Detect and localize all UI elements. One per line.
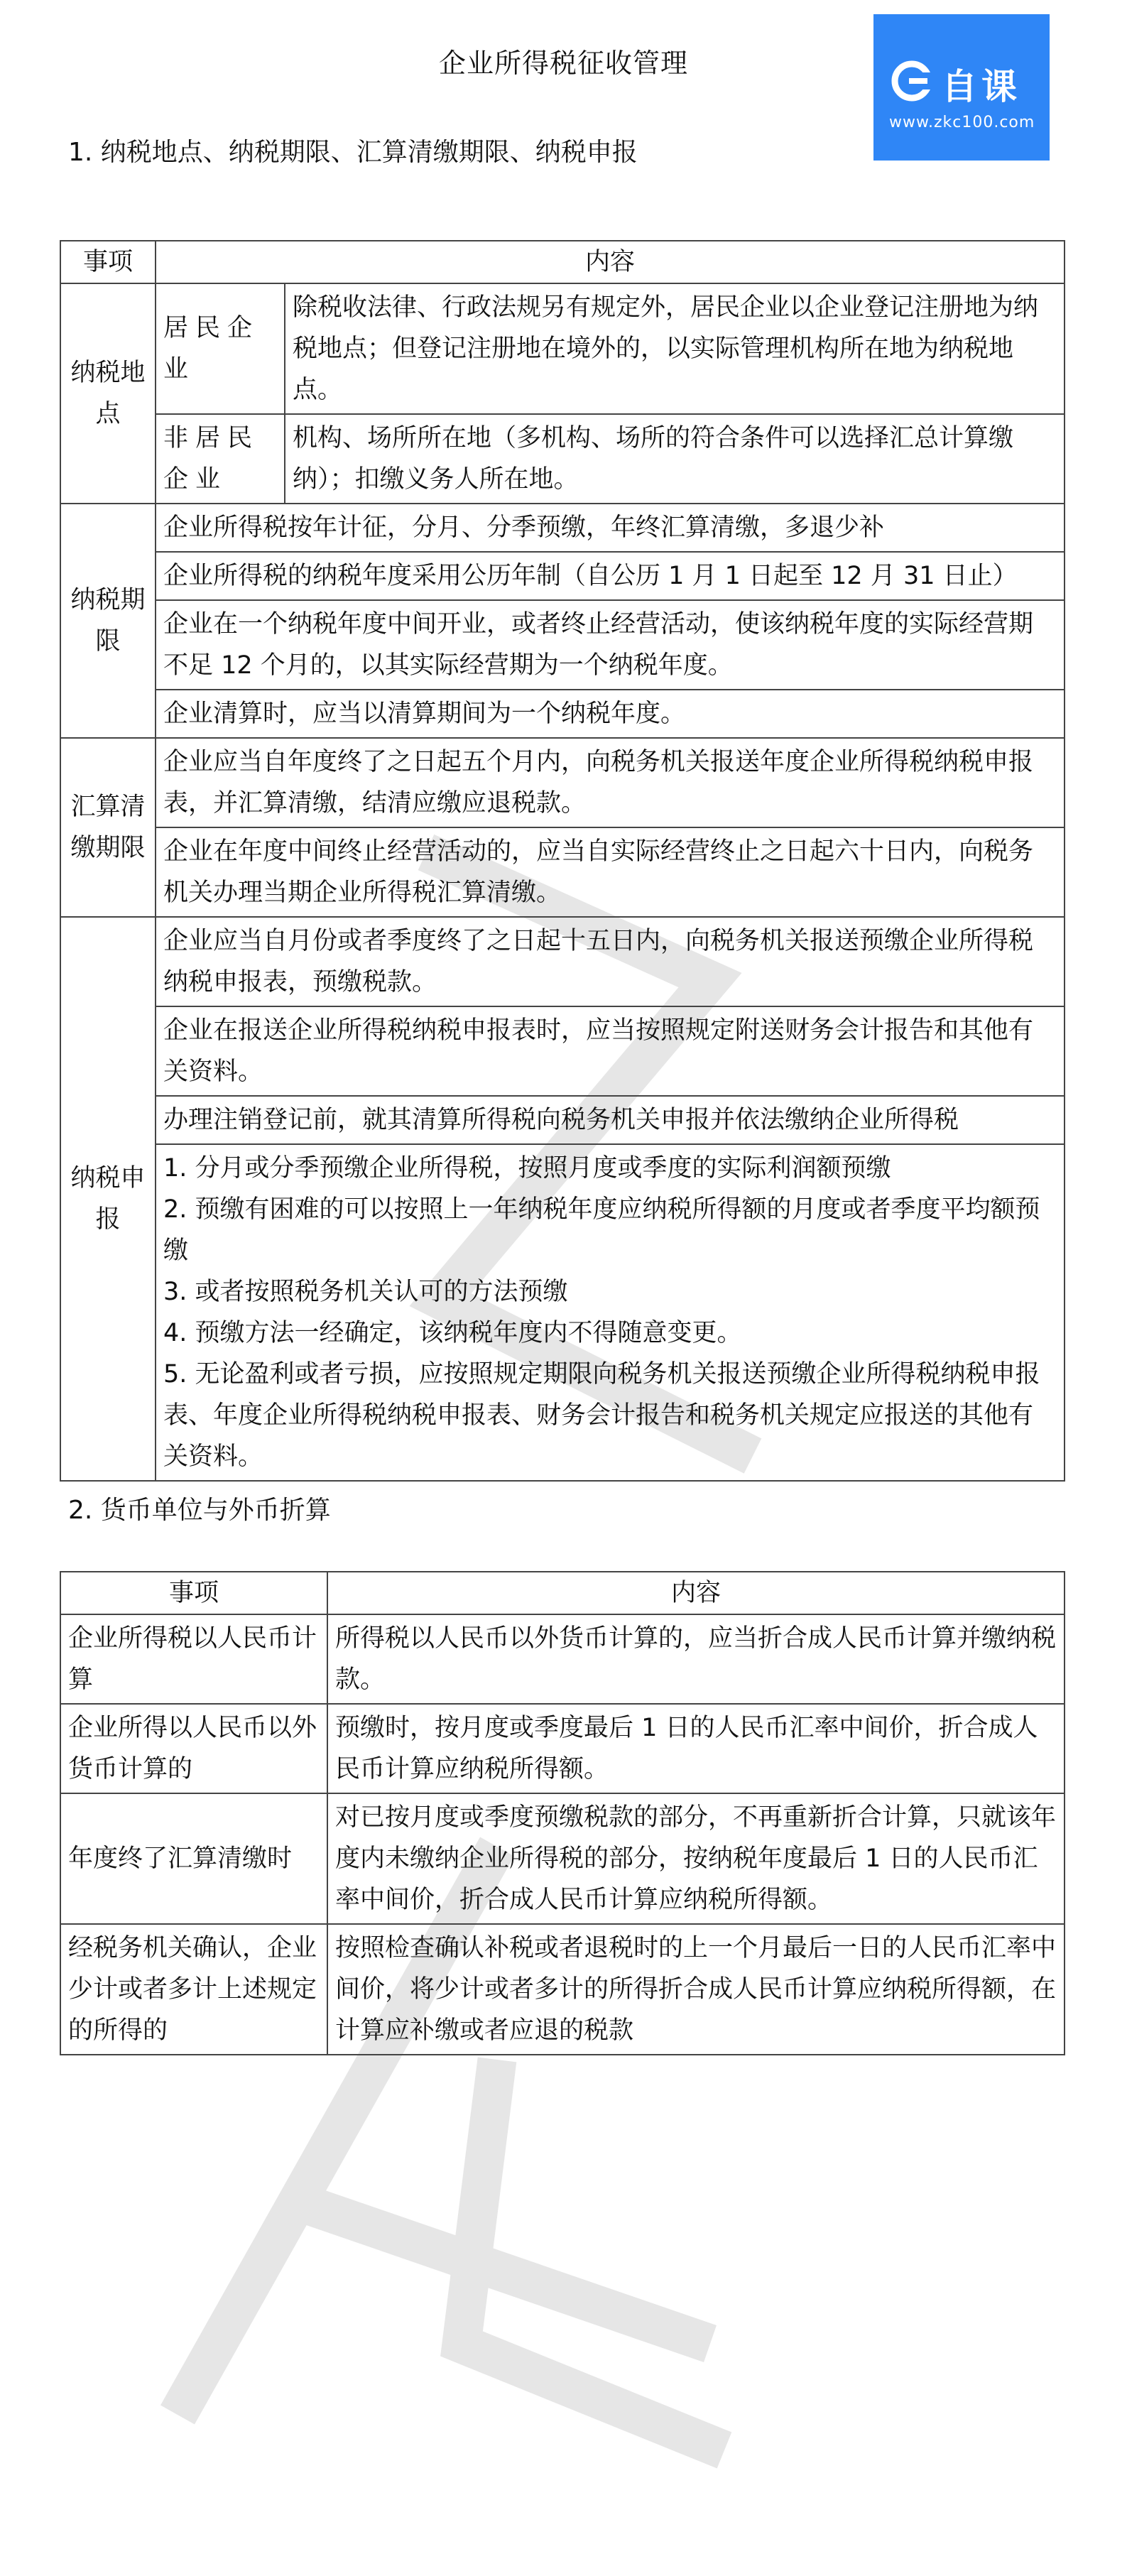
row-label-period: 纳税期限 — [60, 504, 156, 738]
filing-list-item: 4. 预缴方法一经确定，该纳税年度内不得随意变更。 — [163, 1319, 742, 1347]
filing-item: 办理注销登记前，就其清算所得税向税务机关申报并依法缴纳企业所得税 — [156, 1096, 1065, 1144]
table-header-content: 内容 — [156, 241, 1065, 283]
table-row — [60, 1006, 1065, 1096]
table-row — [60, 1614, 1065, 1704]
filing-list-item: 3. 或者按照税务机关认可的方法预缴 — [163, 1278, 568, 1306]
table-row — [60, 1924, 1065, 2055]
currency-table — [60, 1571, 1065, 2055]
table-row — [60, 917, 1065, 1006]
document-title: 企业所得税征收管理 — [438, 48, 688, 79]
currency-content: 按照检查确认补税或者退税时的上一个月最后一日的人民币汇率中间价，将少计或者多计的所得折合成人民币计算应纳税所得额，在计算应补缴或者应退的税款 — [327, 1924, 1065, 2055]
table-row — [60, 414, 1065, 504]
logo-url: www.zkc100.com — [889, 114, 1035, 131]
currency-item: 企业所得税以人民币计算 — [60, 1614, 327, 1704]
currency-content: 对已按月度或季度预缴税款的部分，不再重新折合计算，只就该年度内未缴纳企业所得税的部分，按纳税年度最后 1 日的人民币汇率中间价，折合成人民币计算应纳税所得额。 — [327, 1793, 1065, 1924]
row-label-place: 纳税地点 — [60, 283, 156, 504]
table-header-item: 事项 — [60, 1572, 327, 1614]
table-row — [60, 504, 1065, 552]
currency-content: 预缴时，按月度或季度最后 1 日的人民币汇率中间价，折合成人民币计算应纳税所得额。 — [327, 1704, 1065, 1793]
filing-list-item: 1. 分月或分季预缴企业所得税，按照月度或季度的实际利润额预缴 — [163, 1154, 891, 1183]
table-row — [60, 1144, 1065, 1481]
filing-item: 企业在报送企业所得税纳税申报表时，应当按照规定附送财务会计报告和其他有关资料。 — [156, 1006, 1065, 1096]
filing-list-cell — [156, 1144, 1065, 1481]
logo-icon — [891, 60, 933, 102]
table-row — [60, 690, 1065, 738]
filing-item: 企业应当自月份或者季度终了之日起十五日内，向税务机关报送预缴企业所得税纳税申报表，预缴税款。 — [156, 917, 1065, 1006]
settlement-item: 企业在年度中间终止经营活动的，应当自实际经营终止之日起六十日内，向税务机关办理当期企业所得税汇算清缴。 — [156, 827, 1065, 917]
nonresident-label: 非居民企业 — [156, 414, 285, 504]
row-label-settlement: 汇算清缴期限 — [60, 738, 156, 917]
resident-text: 除税收法律、行政法规另有规定外，居民企业以企业登记注册地为纳税地点；但登记注册地在境外的，以实际管理机构所在地为纳税地点。 — [285, 283, 1065, 414]
currency-item: 企业所得以人民币以外货币计算的 — [60, 1704, 327, 1793]
section-1-title: 1. 纳税地点、纳税期限、汇算清缴期限、纳税申报 — [68, 138, 638, 167]
table-row — [60, 827, 1065, 917]
tax-admin-table — [60, 240, 1065, 1482]
filing-list-item: 2. 预缴有困难的可以按照上一年纳税年度应纳税所得额的月度或者季度平均额预缴 — [163, 1195, 1040, 1265]
resident-label: 居民企业 — [156, 283, 285, 414]
period-item: 企业所得税的纳税年度采用公历年制（自公历 1 月 1 日起至 12 月 31 日止） — [156, 552, 1065, 600]
row-label-filing: 纳税申报 — [60, 917, 156, 1481]
table-row — [60, 1793, 1065, 1924]
filing-list-item: 5. 无论盈利或者亏损，应按照规定期限向税务机关报送预缴企业所得税纳税申报表、年度企业所得税纳税申报表、财务会计报告和税务机关规定应报送的其他有关资料。 — [163, 1360, 1040, 1471]
settlement-item: 企业应当自年度终了之日起五个月内，向税务机关报送年度企业所得税纳税申报表，并汇算清缴，结清应缴应退税款。 — [156, 738, 1065, 827]
table-header-item: 事项 — [60, 241, 156, 283]
table-row — [60, 738, 1065, 827]
section-2-title: 2. 货币单位与外币折算 — [68, 1496, 331, 1525]
table-row — [60, 1704, 1065, 1793]
period-item: 企业清算时，应当以清算期间为一个纳税年度。 — [156, 690, 1065, 738]
nonresident-text: 机构、场所所在地（多机构、场所的符合条件可以选择汇总计算缴纳）；扣缴义务人所在地。 — [285, 414, 1065, 504]
table-header-content: 内容 — [327, 1572, 1065, 1614]
period-item: 企业所得税按年计征，分月、分季预缴，年终汇算清缴，多退少补 — [156, 504, 1065, 552]
currency-item: 经税务机关确认，企业少计或者多计上述规定的所得的 — [60, 1924, 327, 2055]
logo-brand: 自课 — [942, 66, 1021, 107]
table-row — [60, 1096, 1065, 1144]
zkc-logo — [873, 14, 1050, 161]
table-row — [60, 552, 1065, 600]
table-row — [60, 283, 1065, 414]
period-item: 企业在一个纳税年度中间开业，或者终止经营活动，使该纳税年度的实际经营期不足 12 个月的，以其实际经营期为一个纳税年度。 — [156, 600, 1065, 690]
currency-item: 年度终了汇算清缴时 — [60, 1793, 327, 1924]
currency-content: 所得税以人民币以外货币计算的，应当折合成人民币计算并缴纳税款。 — [327, 1614, 1065, 1704]
table-row — [60, 600, 1065, 690]
